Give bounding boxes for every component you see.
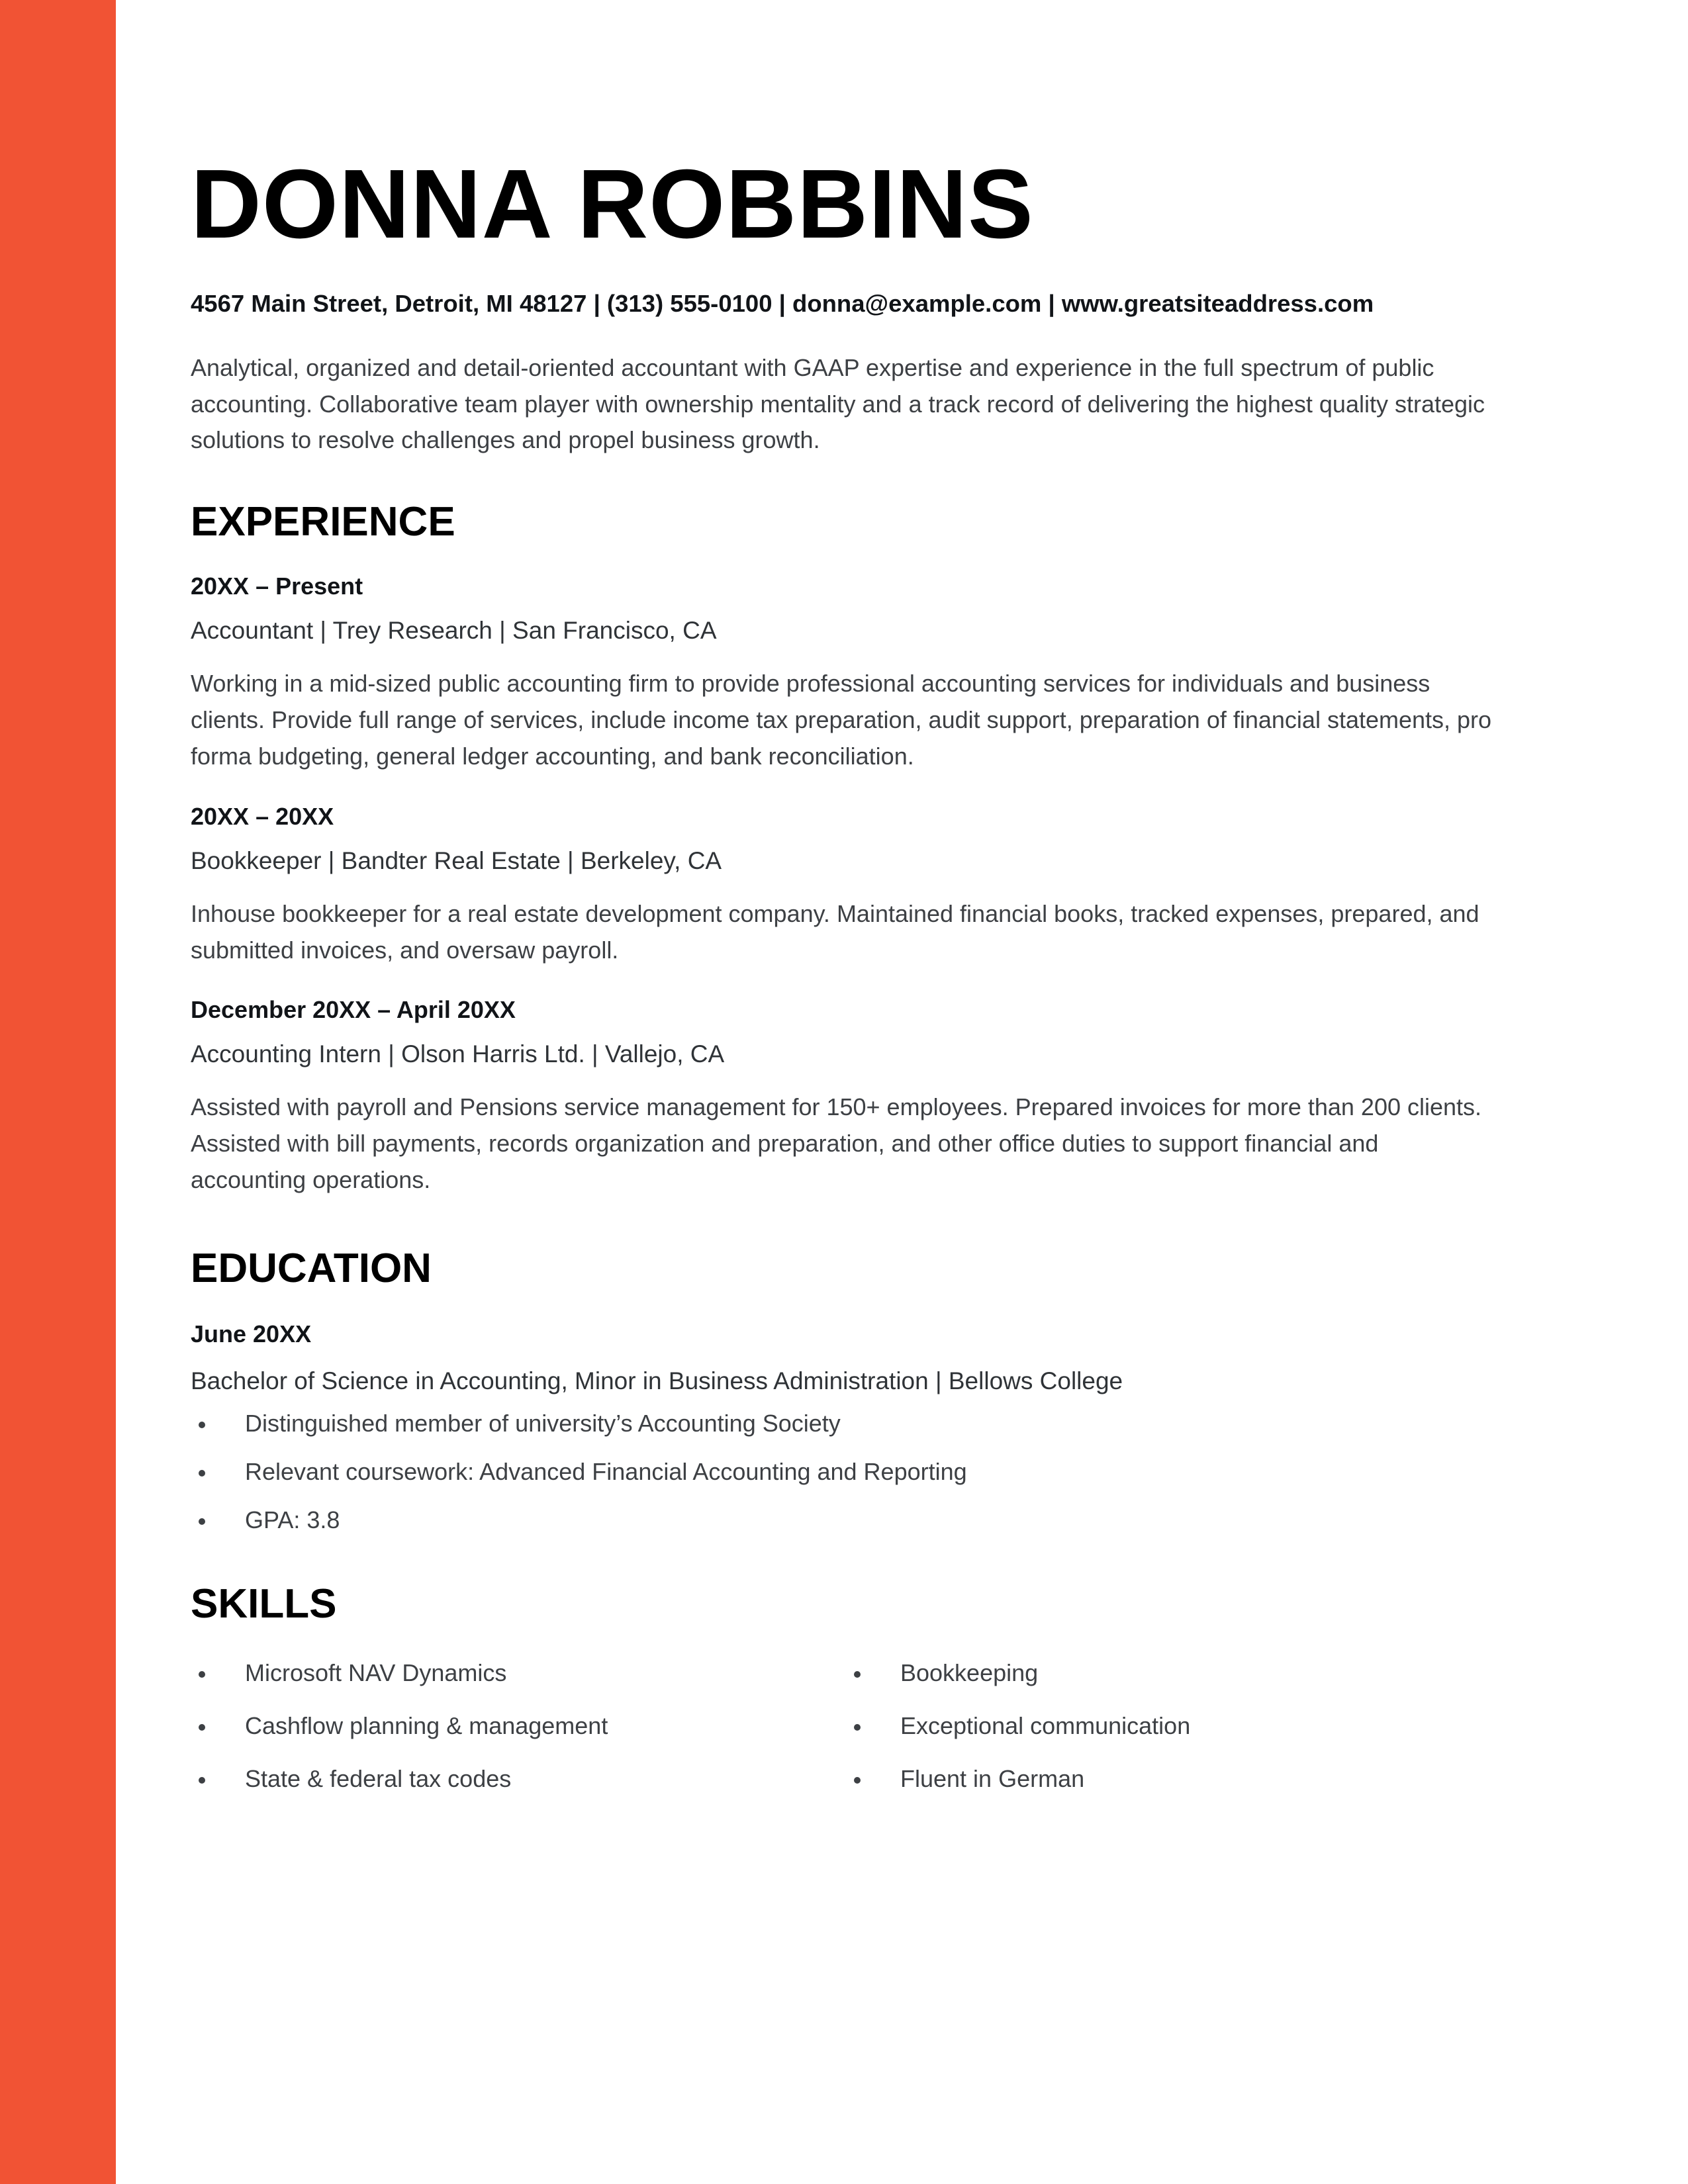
accent-sidebar-bar <box>0 0 116 2184</box>
bullet-dot-icon <box>199 1422 205 1428</box>
list-item-label: Relevant coursework: Advanced Financial Accounting and Reporting <box>245 1458 967 1486</box>
bullet-dot-icon <box>199 1724 205 1731</box>
list-item-label: Bookkeeping <box>900 1659 1039 1686</box>
bullet-dot-icon <box>854 1671 861 1678</box>
education-date: June 20XX <box>191 1320 312 1347</box>
experience-dates: 20XX – 20XX <box>191 802 334 830</box>
experience-entry <box>191 968 1508 1198</box>
page-title: DONNA ROBBINS <box>191 150 1034 259</box>
experience-dates: 20XX – Present <box>191 572 363 600</box>
list-item <box>191 1711 846 1741</box>
section-heading-experience: EXPERIENCE <box>191 498 455 545</box>
skills-columns <box>191 1627 1508 1794</box>
bullet-dot-icon <box>199 1671 205 1678</box>
experience-description: Working in a mid-sized public accounting firm to provide professional accounting services for individuals and business clients. Provide full range of services, include income tax preparation, audit support, preparation of financial statements, pro forma budgeting, general ledger accounting, and bank reconciliation. <box>191 670 1492 770</box>
skills-list-left <box>191 1658 846 1794</box>
experience-title: Accounting Intern | Olson Harris Ltd. | Vallejo, CA <box>191 1040 725 1068</box>
experience-entry <box>191 545 1508 774</box>
list-item <box>191 1764 846 1794</box>
list-item-label: Cashflow planning & management <box>245 1711 608 1739</box>
list-item <box>191 1505 1508 1535</box>
resume-content <box>191 0 1508 1794</box>
bullet-dot-icon <box>854 1724 861 1731</box>
skills-column-right <box>846 1658 1501 1794</box>
list-item-label: GPA: 3.8 <box>245 1506 340 1534</box>
list-item <box>846 1658 1501 1688</box>
list-item <box>191 1408 1508 1439</box>
experience-dates: December 20XX – April 20XX <box>191 996 516 1024</box>
experience-title: Accountant | Trey Research | San Francisco, CA <box>191 617 717 645</box>
education-degree: Bachelor of Science in Accounting, Minor in Business Administration | Bellows College <box>191 1367 1123 1394</box>
professional-summary: Analytical, organized and detail-oriented accountant with GAAP expertise and experience in the full spectrum of public accounting. Collaborative team player with ownership mentality and a track record of delivering the highest quality strategic solutions to resolve challenges and propel business growth. <box>191 353 1485 454</box>
bullet-dot-icon <box>199 1470 205 1477</box>
contact-line: 4567 Main Street, Detroit, MI 48127 | (313) 555-0100 | donna@example.com | www.greatsiteaddress.com <box>191 290 1374 317</box>
list-item <box>191 1457 1508 1487</box>
bullet-dot-icon <box>199 1518 205 1525</box>
skills-list-right <box>846 1658 1501 1794</box>
list-item-label: Microsoft NAV Dynamics <box>245 1659 507 1686</box>
list-item-label: State & federal tax codes <box>245 1764 512 1792</box>
section-heading-skills: SKILLS <box>191 1581 337 1627</box>
experience-description: Assisted with payroll and Pensions service management for 150+ employees. Prepared invoices for more than 200 clients. Assisted with bill payments, records organization and preparation, and other office duties to support financial and accounting operations. <box>191 1093 1482 1193</box>
experience-description: Inhouse bookkeeper for a real estate development company. Maintained financial books, tracked expenses, prepared, and submitted invoices, and oversaw payroll. <box>191 899 1479 964</box>
skills-column-left <box>191 1658 846 1794</box>
experience-title: Bookkeeper | Bandter Real Estate | Berkeley, CA <box>191 846 722 874</box>
list-item-label: Distinguished member of university’s Accounting Society <box>245 1410 841 1437</box>
list-item <box>191 1658 846 1688</box>
section-heading-education: EDUCATION <box>191 1245 432 1291</box>
bullet-dot-icon <box>854 1777 861 1784</box>
education-bullet-list <box>191 1396 1508 1535</box>
list-item-label: Exceptional communication <box>900 1711 1191 1739</box>
bullet-dot-icon <box>199 1777 205 1784</box>
experience-entry <box>191 775 1508 969</box>
list-item <box>846 1711 1501 1741</box>
list-item-label: Fluent in German <box>900 1764 1085 1792</box>
list-item <box>846 1764 1501 1794</box>
